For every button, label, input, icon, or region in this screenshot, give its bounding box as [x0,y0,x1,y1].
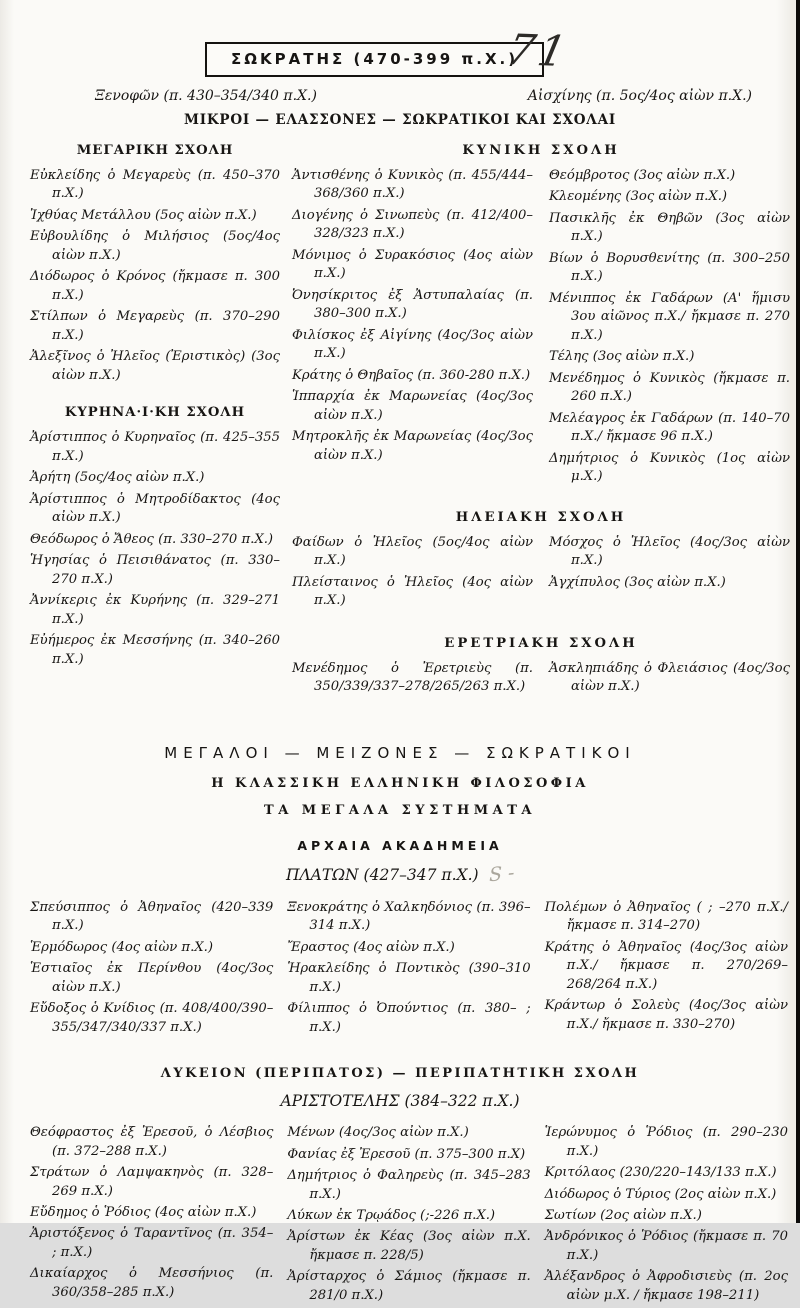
philosopher-entry: Φανίας ἐξ Ἐρεσοῦ (π. 375–300 π.Χ) [287,1146,526,1162]
lyceum-title: ΛΥΚΕΙΟΝ (ΠΕΡΙΠΑΤΟΣ) — ΠΕΡΙΠΑΤΗΤΙΚΗ ΣΧΟΛΗ [160,1066,640,1082]
philosopher-entry: Ἱερώνυμος ὁ Ῥόδιος (π. 290–230 π.Χ.) [544,1125,788,1159]
handwritten-page-number: 71 [503,24,575,77]
philosopher-entry: Ἀλέξανδρος ὁ Ἀφροδισιεὺς (π. 2ος αἰὼν μ.Χ. / ἤκμασε 198–211) [544,1269,788,1303]
philosopher-entry: Μόσχος ὁ Ἠλεῖος (4ος/3ος αἰὼν π.Χ.) [549,534,790,569]
philosopher-entry: Ἀρίστιππος ὁ Μητροδίδακτος (4ος αἰὼν π.Χ.) [30,491,280,526]
philosopher-entry: Στίλπων ὁ Μεγαρεὺς (π. 370–290 π.Χ.) [30,309,280,343]
philosopher-entry: Ξενοκράτης ὁ Χαλκηδόνιος (π. 396–314 π.Χ.) [287,899,531,934]
classical-philosophy-subtitle: Η ΚΛΑΣΣΙΚΗ ΕΛΛΗΝΙΚΗ ΦΙΛΟΣΟΦΙΑ [211,775,589,791]
philosopher-entry: Διόδωρος ὁ Τύριος (2ος αἰὼν π.Χ.) [544,1186,777,1202]
major-socratics-title: ΜΕΓΑΛΟΙ — ΜΕΙΖΟΝΕΣ — ΣΩΚΡΑΤΙΚΟΙ [164,743,636,762]
philosopher-entry: Ὀνησίκριτος ἐξ Ἀστυπαλαίας (π. 380–300 π.Χ.) [292,287,533,322]
cynic-school-list-2 [549,167,790,490]
philosopher-entry: Φίλιππος ὁ Ὀπούντιος (π. 380– ; π.Χ.) [287,1001,531,1035]
philosopher-entry: Ἀντισθένης ὁ Κυνικὸς (π. 455/444–368/360 π.Χ.) [292,168,533,202]
lyceum-list-3 [545,1124,788,1308]
philosopher-entry: Κράτης ὁ Θηβαῖος (π. 360-280 π.Χ.) [292,367,531,383]
philosopher-entry: Πολέμων ὁ Ἀθηναῖος ( ; –270 π.Χ./ ἤκμασε π. 314–270) [544,899,788,934]
philosopher-entry: Φαίδων ὁ Ἠλεῖος (5ος/4ος αἰὼν π.Χ.) [292,534,533,569]
pencil-annotation: S - [488,861,514,887]
academy-list-2 [287,899,530,1040]
philosopher-entry: Κράτης ὁ Ἀθηναῖος (4ος/3ος αἰὼν π.Χ./ ἤκμασε π. 270/269–268/264 π.Χ.) [544,939,788,992]
philosopher-entry: Ἀγχίπυλος (3ος αἰὼν π.Χ.) [549,574,726,590]
philosopher-entry: Ἰχθύας Μετάλλου (5ος αἰὼν π.Χ.) [30,207,257,223]
philosopher-entry: Μελέαγρος ἐκ Γαδάρων (π. 140–70 π.Χ./ ἤκμασε 96 π.Χ.) [549,410,790,445]
philosopher-entry: Πασικλῆς ἐκ Θηβῶν (3ος αἰὼν π.Χ.) [549,210,790,245]
philosopher-entry: Κράντωρ ὁ Σολεὺς (4ος/3ος αἰὼν π.Χ./ ἤκμασε π. 330–270) [544,998,788,1032]
eretrian-school-list-2 [549,660,790,700]
philosopher-entry: Μένιππος ἐκ Γαδάρων (Α' ἥμισυ 3ου αἰῶνος π.Χ./ ἤκμασε π. 270 π.Χ.) [549,290,790,343]
philosopher-entry: Εὔδοξος ὁ Κνίδιος (π. 408/400/390–355/347/340/337 π.Χ.) [30,1001,274,1035]
lyceum-list-2 [287,1124,530,1308]
philosopher-entry: Εὔδημος ὁ Ῥόδιος (4ος αἰὼν π.Χ.) [30,1204,257,1220]
socrates-header-row [0,0,800,78]
philosopher-entry: Τέλης (3ος αἰὼν π.Χ.) [549,349,695,365]
cyrenaic-school-title: ΚΥΡΗΝΑ·Ι·ΚΗ ΣΧΟΛΗ [64,405,246,421]
philosopher-entry: Εὐήμερος ἐκ Μεσσήνης (π. 340–260 π.Χ.) [30,633,280,667]
philosopher-entry: Ἑστιαῖος ἐκ Περίνθου (4ος/3ος αἰὼν π.Χ.) [30,961,274,995]
philosopher-entry: Ἀλεξῖνος ὁ Ἠλεῖος (Ἐριστικὸς) (3ος αἰὼν π.Χ.) [30,349,280,383]
socrates-box: ΣΩΚΡΑΤΗΣ (470-399 π.Χ.) [205,42,544,77]
direct-followers-row [0,78,800,104]
philosopher-entry: Ἱππαρχία ἐκ Μαρωνείας (4ος/3ος αἰὼν π.Χ.) [292,389,533,423]
minor-socratics-title: ΜΙΚΡΟΙ — ΕΛΑΣΣΟΝΕΣ — ΣΩΚΡΑΤΙΚΟΙ ΚΑΙ ΣΧΟΛΑΙ [184,112,616,128]
old-academy-title: ΑΡΧΑΙΑ ΑΚΑΔΗΜΕΙΑ [297,837,503,853]
academy-columns [0,885,800,1040]
cyrenaic-school-list [30,429,280,669]
philosopher-entry: Μητροκλῆς ἐκ Μαρωνείας (4ος/3ος αἰὼν π.Χ.) [292,429,533,463]
left-column [30,128,292,700]
philosopher-entry: Θεόφραστος ἐξ Ἐρεσοῦ, ὁ Λέσβιος (π. 372–288 π.Χ.) [30,1125,274,1159]
eretrian-school-title: ΕΡΕΤΡΙΑΚΗ ΣΧΟΛΗ [444,635,638,651]
lyceum-columns [0,1110,800,1308]
megarian-school-list [30,167,280,385]
philosopher-entry: Κριτόλαος (230/220–143/133 π.Χ.) [544,1165,777,1181]
philosopher-entry: Πλείσταινος ὁ Ἠλεῖος (4ος αἰὼν π.Χ.) [292,574,533,609]
philosopher-entry: Ἀσκληπιάδης ὁ Φλειάσιος (4ος/3ος αἰὼν π.Χ.) [549,660,790,695]
philosopher-entry: Εὐκλείδης ὁ Μεγαρεὺς (π. 450–370 π.Χ.) [30,168,280,202]
cynic-school-title: ΚΥΝΙΚΗ ΣΧΟΛΗ [462,143,620,158]
philosopher-entry: Ἀρίστιππος ὁ Κυρηναῖος (π. 425–355 π.Χ.) [30,430,280,464]
academy-list-1 [30,899,273,1040]
philosopher-entry: Ἀρίσταρχος ὁ Σάμιος (ἤκμασε π. 281/0 π.Χ.) [287,1269,531,1303]
elean-school-columns [292,534,790,614]
eretrian-school-list-1 [292,660,533,700]
scan-edge-bar [796,0,800,1223]
philosopher-entry: Μένων (4ος/3ος αἰὼν π.Χ.) [287,1125,469,1141]
philosopher-entry: Ἑρμόδωρος (4ος αἰὼν π.Χ.) [30,939,213,955]
philosopher-entry: Φιλίσκος ἐξ Αἰγίνης (4ος/3ος αἰὼν π.Χ.) [292,327,533,362]
plato-line-wrap [0,863,800,885]
philosopher-entry: Ἔραστος (4ος αἰὼν π.Χ.) [287,939,455,955]
philosopher-entry: Ἀνδρόνικος ὁ Ῥόδιος (ἤκμασε π. 70 π.Χ.) [544,1229,788,1263]
philosopher-entry: Διογένης ὁ Σινωπεὺς (π. 412/400–328/323 π.Χ.) [292,207,533,242]
philosopher-entry: Σπεύσιππος ὁ Ἀθηναῖος (420–339 π.Χ.) [30,899,274,934]
philosopher-entry: Ἀννίκερις ἐκ Κυρήνης (π. 329–271 π.Χ.) [30,593,280,627]
elean-school-title: ΗΛΕΙΑΚΗ ΣΧΟΛΗ [455,509,627,525]
philosopher-entry: Δημήτριος ὁ Φαληρεὺς (π. 345–283 π.Χ.) [287,1168,531,1202]
major-socratics-section [0,744,800,1308]
philosopher-entry: Θεόδωρος ὁ Ἄθεος (π. 330–270 π.Χ.) [30,531,274,547]
aristotle-founder-line: ΑΡΙΣΤΟΤΕΛΗΣ (384–322 π.Χ.) [280,1092,520,1111]
philosopher-entry: Μενέδημος ὁ Ἐρετριεὺς (π. 350/339/337–278/265/263 π.Χ.) [292,660,533,695]
philosopher-entry: Δικαίαρχος ὁ Μεσσήνιος (π. 360/358–285 π.Χ.) [30,1266,274,1300]
lyceum-list-1 [30,1124,273,1308]
right-area [292,128,790,700]
minor-schools-grid [0,128,800,700]
academy-list-3 [545,899,788,1040]
plato-founder-line: ΠΛΑΤΩΝ (427–347 π.Χ.) [285,865,479,884]
philosopher-entry: Δημήτριος ὁ Κυνικὸς (1ος αἰὼν μ.Χ.) [549,450,790,485]
philosopher-entry: Διόδωρος ὁ Κρόνος (ἤκμασε π. 300 π.Χ.) [30,269,280,303]
philosopher-entry: Μόνιμος ὁ Συρακόσιος (4ος αἰὼν π.Χ.) [292,247,533,282]
philosopher-entry: Ἡρακλείδης ὁ Ποντικὸς (390–310 π.Χ.) [287,961,531,995]
cynic-school-list-1 [292,167,533,490]
philosopher-entry: Μενέδημος ὁ Κυνικὸς (ἤκμασε π. 260 π.Χ.) [549,370,790,405]
great-systems-subtitle: ΤΑ ΜΕΓΑΛΑ ΣΥΣΤΗΜΑΤΑ [264,802,536,818]
elean-school-list-2 [549,534,790,614]
philosopher-entry: Στράτων ὁ Λαμψακηνὸς (π. 328–269 π.Χ.) [30,1165,274,1199]
elean-school-list-1 [292,534,533,614]
philosopher-entry: Βίων ὁ Βορυσθενίτης (π. 300–250 π.Χ.) [549,250,790,285]
philosopher-entry: Ἀριστόξενος ὁ Ταραντῖνος (π. 354– ; π.Χ.) [30,1226,274,1260]
philosopher-entry: Σωτίων (2ος αἰὼν π.Χ.) [544,1207,702,1223]
philosopher-entry: Εὐβουλίδης ὁ Μιλήσιος (5ος/4ος αἰὼν π.Χ.) [30,229,280,263]
philosopher-entry: Λύκων ἐκ Τρῳάδος (;-226 π.Χ.) [287,1207,496,1223]
xenophon-entry: Ξενοφῶν (π. 430–354/340 π.Χ.) [95,88,317,104]
cynic-school-columns [292,167,790,490]
eretrian-school-columns [292,660,790,700]
philosopher-entry: Θεόμβροτος (3ος αἰὼν π.Χ.) [549,168,736,183]
aristotle-line-wrap [0,1091,800,1110]
megarian-school-title: ΜΕΓΑΡΙΚΗ ΣΧΟΛΗ [76,143,234,158]
philosopher-entry: Ἀρήτη (5ος/4ος αἰὼν π.Χ.) [30,470,205,486]
philosopher-entry: Ἀρίστων ἐκ Κέας (3ος αἰὼν π.Χ. ἤκμασε π. 228/5) [287,1229,531,1263]
aeschines-entry: Αἰσχίνης (π. 5ος/4ος αἰὼν π.Χ.) [527,88,752,104]
philosopher-entry: Ἡγησίας ὁ Πεισιθάνατος (π. 330–270 π.Χ.) [30,553,280,587]
philosopher-entry: Κλεομένης (3ος αἰὼν π.Χ.) [549,189,728,205]
